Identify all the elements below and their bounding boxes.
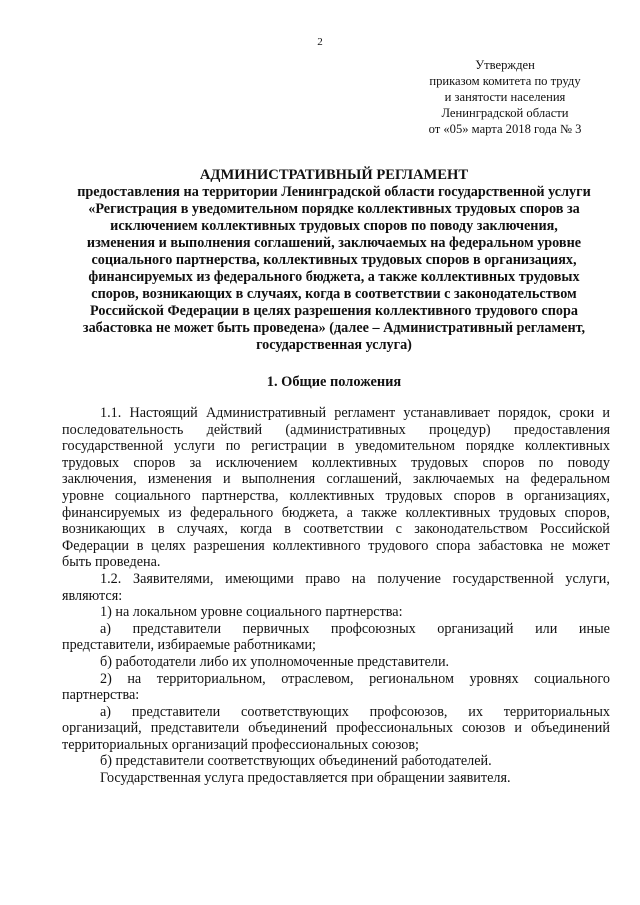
page-number: 2 (317, 36, 323, 48)
word: представители (150, 720, 240, 737)
word: Административный (205, 405, 327, 421)
document-subtitle (58, 184, 610, 354)
word: союзов (462, 720, 506, 737)
word: коллективного (272, 537, 361, 554)
word: или (535, 620, 558, 637)
subtitle-line: споров, возникающих в случаях, когда в соответствии с законодательством (91, 286, 577, 302)
word: в (337, 438, 345, 455)
word: и (602, 405, 610, 421)
word: социального (114, 487, 191, 504)
subtitle-line: забастовка не может быть проведена» (далее – Административный регламент, (82, 320, 586, 336)
word: территориальном, (156, 670, 266, 687)
approval-line: Ленинградской области (441, 106, 569, 120)
body-line (62, 438, 610, 455)
word: услуги (173, 438, 215, 455)
word: имеющими (225, 570, 294, 587)
word: может (572, 537, 610, 554)
body-line (62, 405, 610, 422)
word: 2) (100, 670, 112, 687)
subtitle-line: социального партнерства, коллективных трудовых споров в организациях, (91, 252, 577, 268)
word: исключением (215, 454, 298, 471)
word: споров (453, 487, 496, 504)
word: законодательством (414, 521, 528, 538)
subtitle-line: предоставления на территории Ленинградской области государственной услуги (77, 184, 591, 200)
body-line (62, 704, 610, 721)
word: объединений (248, 720, 328, 737)
word: а) (100, 703, 112, 720)
body-line (62, 455, 610, 472)
word: профсоюзных (330, 620, 416, 637)
word: споров (133, 454, 176, 471)
approval-line: от «05» марта 2018 года № 3 (428, 122, 582, 136)
word: сроки (559, 405, 595, 421)
word: процедур) (429, 421, 491, 438)
word: также (361, 504, 397, 521)
body-line: являются: (62, 587, 123, 604)
subtitle-line: государственная услуга) (256, 337, 412, 353)
word: регистрации (251, 438, 327, 455)
word: 1.1. (100, 405, 122, 421)
approval-line: приказом комитета по труду (429, 74, 581, 88)
word: трудовых (498, 504, 557, 521)
word: порядке (465, 438, 515, 455)
word: соответствии (303, 521, 384, 538)
word: Настоящий (129, 405, 198, 421)
word: по (225, 438, 241, 455)
body-line (62, 621, 610, 638)
word: представители (131, 703, 221, 720)
word: государственной (62, 438, 164, 455)
word: Российской (539, 521, 610, 538)
body-line (62, 505, 610, 522)
word: объединений (531, 720, 610, 737)
subtitle-line: «Регистрация в уведомительном порядке коллективных трудовых споров за (88, 201, 580, 217)
word: организаций, (62, 720, 142, 737)
word: профсоюзов, (369, 703, 448, 720)
word: в (136, 537, 144, 554)
approval-stamp (390, 57, 620, 137)
body-line: быть проведена. (62, 554, 161, 571)
body-line: партнерства: (62, 687, 140, 704)
body-line: Государственная услуга предоставляется при обращении заявителя. (100, 770, 511, 787)
subtitle-line: исключением коллективных трудовых споров по поводу заключения, (110, 218, 558, 234)
word: споров (482, 454, 525, 471)
word: региональном (369, 670, 454, 687)
word: на (127, 670, 142, 687)
word: Федерации (62, 537, 130, 554)
word: споров, (564, 504, 610, 521)
word: представители (132, 620, 222, 637)
word: соглашений, (326, 471, 402, 488)
word: регламент (334, 405, 396, 421)
word: коллективных (289, 487, 375, 504)
word: поводу (567, 454, 610, 471)
word: организациях, (524, 487, 610, 504)
subtitle-line: финансируемых из федерального бюджета, а также коллективных трудовых (88, 269, 580, 285)
word: устанавливает (403, 405, 490, 421)
word: заключаемых (413, 471, 495, 488)
word: возникающих (62, 521, 146, 538)
word: 1.2. (100, 570, 122, 587)
word: право (305, 570, 341, 587)
word: их (468, 703, 483, 720)
word: (административных (285, 421, 406, 438)
word: последовательность (62, 421, 184, 438)
word: бюджета, (281, 504, 339, 521)
word: выполнения (241, 471, 316, 488)
body-line (62, 671, 610, 688)
body-text (62, 405, 610, 787)
word: федеральном (530, 471, 610, 488)
word: финансируемых (62, 504, 160, 521)
word: за (189, 454, 202, 471)
word: заключения, (62, 471, 137, 488)
body-line (62, 538, 610, 555)
word: по (538, 454, 554, 471)
body-line: б) работодатели либо их уполномоченные представители. (100, 653, 450, 670)
word: трудовых (411, 454, 469, 471)
body-line (62, 571, 610, 588)
word: профессиональных (336, 720, 453, 737)
body-line (62, 471, 610, 488)
word: забастовка (478, 537, 543, 554)
word: действий (206, 421, 263, 438)
body-line: территориальных организаций профессиональных союзов; (62, 736, 420, 753)
word: не (550, 537, 565, 554)
word: и (514, 720, 522, 737)
word: случаях, (176, 521, 228, 538)
word: иные (578, 620, 610, 637)
word: на (351, 570, 366, 587)
body-line: 1) на локальном уровне социального партнерства: (100, 604, 403, 621)
word: с (395, 521, 402, 538)
word: трудовых (62, 454, 120, 471)
word: когда (240, 521, 273, 538)
word: изменения (147, 471, 212, 488)
body-line: представители, избираемые работниками; (62, 637, 316, 654)
word: спора (436, 537, 471, 554)
section-heading: 1. Общие положения (266, 374, 402, 390)
word: уведомительном (355, 438, 456, 455)
body-line (62, 521, 610, 538)
word: первичных (242, 620, 310, 637)
word: в (157, 521, 165, 538)
word: федерального (190, 504, 274, 521)
word: на (505, 471, 520, 488)
word: коллективных (405, 504, 491, 521)
word: предоставления (513, 421, 610, 438)
word: а) (100, 620, 112, 637)
word: в (506, 487, 514, 504)
word: партнерства, (201, 487, 279, 504)
body-line (62, 488, 610, 505)
word: отраслевом, (281, 670, 354, 687)
word: разрешения (193, 537, 265, 554)
word: территориальных (503, 703, 610, 720)
word: социального (534, 670, 610, 687)
word: целях (151, 537, 186, 554)
title-block (58, 167, 610, 354)
body-line: б) представители соответствующих объединений работодателей. (100, 753, 492, 770)
body-line (62, 720, 610, 737)
approval-line: Утвержден (475, 58, 535, 72)
word: государственной (452, 570, 554, 587)
document-title: АДМИНИСТРАТИВНЫЙ РЕГЛАМЕНТ (199, 167, 469, 183)
word: и (222, 471, 231, 488)
word: из (168, 504, 182, 521)
subtitle-line: изменения и выполнения соглашений, заключаемых на федеральном уровне (86, 235, 582, 251)
word: коллективных (524, 438, 610, 455)
word: трудовых (385, 487, 443, 504)
word: уровнях (469, 670, 519, 687)
word: услуги, (565, 570, 610, 587)
word: в (284, 521, 291, 538)
word: получение (377, 570, 441, 587)
word: Заявителями, (132, 570, 214, 587)
word: коллективных (311, 454, 397, 471)
body-line (62, 422, 610, 439)
subtitle-line: Российской Федерации в целях разрешения коллективного трудового спора (90, 303, 578, 319)
word: порядок, (497, 405, 552, 421)
word: трудового (368, 537, 429, 554)
approval-line: и занятости населения (444, 90, 566, 104)
word: соответствующих (241, 703, 349, 720)
word: а (346, 504, 353, 521)
word: организаций (437, 620, 514, 637)
word: уровне (62, 487, 104, 504)
